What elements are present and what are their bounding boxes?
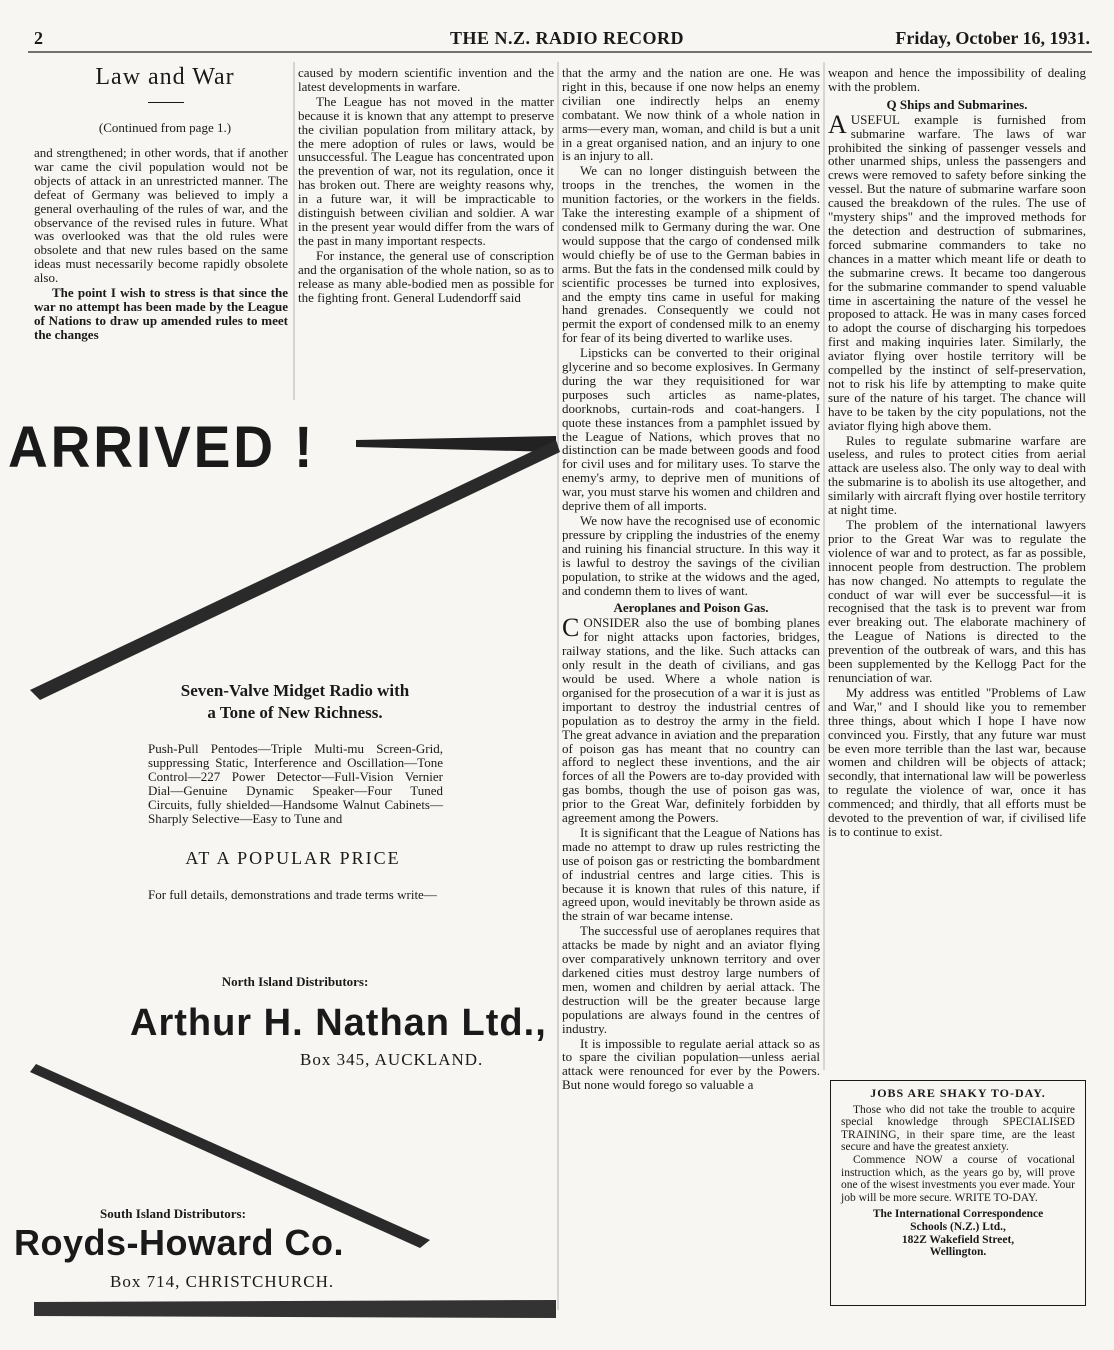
advert-subtitle-line: a Tone of New Richness.	[207, 703, 383, 722]
signature-line: Schools (N.Z.) Ltd.,	[910, 1220, 1006, 1233]
paragraph: It is significant that the League of Nations has made no attempt to draw up rules restricting the use of poison gas or restricting the bombardment of industrial centres and large cities. This is because it is known that rules of this nature, if agreed upon, would inevitably be thrown aside as the strain of war became intense.	[562, 824, 820, 924]
advert-details: For full details, demonstrations and trade terms write—	[148, 887, 437, 902]
article-column-1	[34, 146, 288, 394]
paragraph: weapon and hence the impossibility of dealing with the problem.	[828, 66, 1086, 94]
jobs-advert-title: JOBS ARE SHAKY TO-DAY.	[870, 1086, 1046, 1100]
signature-line: Wellington.	[929, 1246, 987, 1259]
paragraph: My address was entitled "Problems of Law and War," and I should like you to remember three things, about which I hope I have now convinced you. Firstly, that any future war must be even more terrible than the last war, because women and children will be objects of attack; secondly, that international law will be powerless to regulate the violence of war, once it has commenced; and thirdly, that all efforts must be devoted to the prevention of war, if civilised life is to continue to exist.	[828, 684, 1086, 839]
paragraph: CONSIDER also the use of bombing planes for night attacks upon factories, bridges, railway stations, and the like. Such attacks can only result in the death of civilians, and gas would be used. Where a whole nation is organised for the prosecution of a war it is just as important to destroy the industrial centres of population as to destroy the army in the field. The great advance in aviation and the preparation of poison gas has meant that no country can afford to neglect these inventions, and the air forces of all the Powers are to-day provided with gas bombs, though the use of poison gas was, prior to the Great War, definitely forbidden by agreement among the Powers.	[562, 613, 820, 826]
advert-price: AT A POPULAR PRICE	[185, 848, 401, 868]
jobs-advert-signature	[841, 1208, 1075, 1258]
jobs-advert-box	[830, 1080, 1086, 1306]
advert-headline: ARRIVED !	[8, 415, 316, 480]
signature-line: The International Correspondence	[872, 1208, 1044, 1221]
paragraph: Lipsticks can be converted to their original glycerine and so become explosives. In Germany during the war they requisitioned for war purposes such articles as name-plates, doorknobs, curtain-rods and coat-hangers. I quote these instances from a pamphlet issued by the League of Nations, which proves that no distinction can be made between goods and food for civil uses and for military uses. To starve the enemy's army, to deprive men of munitions of war, you must starve his women and children and deprive them of all imports.	[562, 345, 820, 514]
advert-specs: Push-Pull Pentodes—Triple Multi-mu Screen-Grid, suppressing Static, Interference and Oscillation—Tone Control—227 Power Detector—Full-Vision Vernier Dial—Genuine Dynamic Speaker—Four Tuned Circuits, fully shielded—Handsome Walnut Cabinets—Sharply Selective—Easy to Tune and	[148, 741, 443, 826]
paragraph: We now have the recognised use of economic pressure by crippling the industries of the enemy and ruining his financial structure. In this way it is lawful to destroy the savings of the civilian population, to strike at the widows and the aged, and condemn them to lives of want.	[562, 513, 820, 598]
advert-subtitle-line: Seven-Valve Midget Radio with	[180, 681, 410, 700]
masthead: THE N.Z. RADIO RECORD	[450, 28, 685, 48]
streak-top-bar	[356, 436, 556, 452]
article-column-3	[562, 66, 820, 1318]
article-column-4	[828, 66, 1086, 1076]
drop-cap: A	[828, 109, 847, 139]
jobs-advert-text: Those who did not take the trouble to acquire special knowledge through SPECIALISED TRAINING, in their spare time, are the least secure and have the greatest anxiety.	[841, 1103, 1075, 1154]
page-number: 2	[34, 28, 43, 48]
paragraph: caused by modern scientific invention and the latest developments in warfare.	[298, 66, 554, 94]
paragraph: The point I wish to stress is that since the war no attempt has been made by the League of Nations to draw up amended rules to meet the changes	[34, 285, 288, 342]
title-rule	[148, 102, 184, 103]
jobs-advert-text: Commence NOW a course of vocational instruction which, as the years go by, will prove one of the wisest investments you ever made. Your job will be more secure. WRITE TO-DAY.	[841, 1153, 1075, 1204]
south-distributor-name: Royds-Howard Co.	[14, 1222, 345, 1263]
paragraph: It is impossible to regulate aerial attack so as to spare the civilian population—unless aerial attack were renounced for ever by the Powers. But none would forego so valuable a	[562, 1035, 820, 1093]
paragraph: Rules to regulate submarine warfare are useless, and rules to protect cities from aerial attack are useless also. The only way to deal with the submarine is to abolish its use altogether, and similarly with aircraft flying over hostile territory at night time.	[828, 432, 1086, 518]
north-distributor-address: Box 345, AUCKLAND.	[300, 1050, 484, 1069]
article-title: Law and War	[95, 64, 235, 90]
page-header	[30, 26, 1090, 50]
paragraph: The League has not moved in the matter because it is known that any attempt to preserve the civilian population from military attack, by the mere adoption of rules or laws, would be unsuccessful. The League has concentrated upon the prevention of war, not its regulation, once it has broken out. There are weighty reasons why, in a future war, it will be impracticable to distinguish between civilian and soldier. A war in the present year would differ from the wars of the past in many important respects.	[298, 93, 554, 248]
signature-line: 182Z Wakefield Street,	[901, 1233, 1015, 1246]
paragraph: The problem of the international lawyers prior to the Great War was to regulate the violence of war and to protect, as far as possible, innocent people from destruction. The problem has now changed. No attempts to regulate the conduct of war will ever be successful—it is recognised that the task is to prevent war from ever breaking out. The elaborate machinery of the League of Nations is directed to the prevention of the outbreak of wars, and this has been supplemented by the Kellogg Pact for the renunciation of war.	[828, 517, 1086, 685]
advert-subtitle	[140, 680, 450, 724]
north-distributor-name: Arthur H. Nathan Ltd.,	[130, 1002, 547, 1044]
paragraph: We can no longer distinguish between the troops in the trenches, the women in the munition factories, or the workers in the fields. Take the interesting example of a shipment of condensed milk to Germany during the war. One would suppose that the cargo of condensed milk would chiefly be of use to the German babies in arms. But the fats in the condensed milk could by scientific processes be turned into explosives, and the empty tins came in useful for making hand grenades. Consequently we could not permit the export of condensed milk to an enemy for fear of its being diverted to warlike uses.	[562, 163, 820, 346]
drop-cap: C	[562, 613, 580, 643]
article-column-2	[298, 66, 554, 396]
paragraph: and strengthened; in other words, that if another war came the civil population would not be objects of attack in an unrestricted manner. The defeat of Germany was believed to imply a general overhauling of the rules of war, and the observance of the revised rules in future. What was overlooked was that the old rules were obsolete and that new rules based on the same ideas must necessarily become rapidly obsolete also.	[34, 146, 288, 286]
subheading-aeroplanes: Aeroplanes and Poison Gas.	[613, 600, 769, 616]
paragraph: For instance, the general use of conscription and the organisation of the whole nation, so as to release as many able-bodied men as possible for the fighting front. General Ludendorff said	[298, 247, 554, 305]
subheading-q-ships: Q Ships and Submarines.	[886, 96, 1028, 112]
paragraph: AUSEFUL example is furnished from submarine warfare. The laws of war prohibited the sinking of passenger vessels and other unarmed ships, unless the passengers and crews were removed to safety before sinking the vessel. But the nature of submarine warfare soon caused the breakdown of the rules. The use of "mystery ships" and the improved methods for the detection and destruction of submarines, forced submarine commanders to take no chances in a matter which meant life or death to the submarine crews. It became too dangerous for the submarine commander to spend valuable time in ascertaining the nature of the vessel he proposed to attack. He was in many cases forced to adopt the course of discharging his torpedoes first and making inquiries later. Similarly, the aviator flying over hostile territory will be compelled by the instinct of self-preservation, not to risk his life by attempting to make quite sure of the nature of his target. The chance will have to be taken by the city populations, not the aviator flying high above them.	[828, 109, 1086, 433]
continued-note: (Continued from page 1.)	[98, 120, 232, 135]
north-distributors-label: North Island Distributors:	[221, 974, 369, 989]
paragraph: The successful use of aeroplanes requires that attacks be made by night and an aviator flying over comparatively unknown territory and over darkened cities must destroy large numbers of men, women and children by aerial attack. The destruction will be the greater because large populations are always found in the centres of industry.	[562, 923, 820, 1036]
south-distributors-label: South Island Distributors:	[100, 1206, 246, 1221]
south-distributor-address: Box 714, CHRISTCHURCH.	[110, 1272, 335, 1291]
paragraph: that the army and the nation are one. He was right in this, because if one now helps an enemy civilian one indirectly helps an enemy combatant. We now think of a whole nation in arms—every man, woman, and child is but a unit in a great organised nation, and an injury to one is an injury to all.	[562, 66, 820, 164]
streak-bottom-bar	[34, 1300, 556, 1318]
issue-date: Friday, October 16, 1931.	[895, 28, 1090, 48]
